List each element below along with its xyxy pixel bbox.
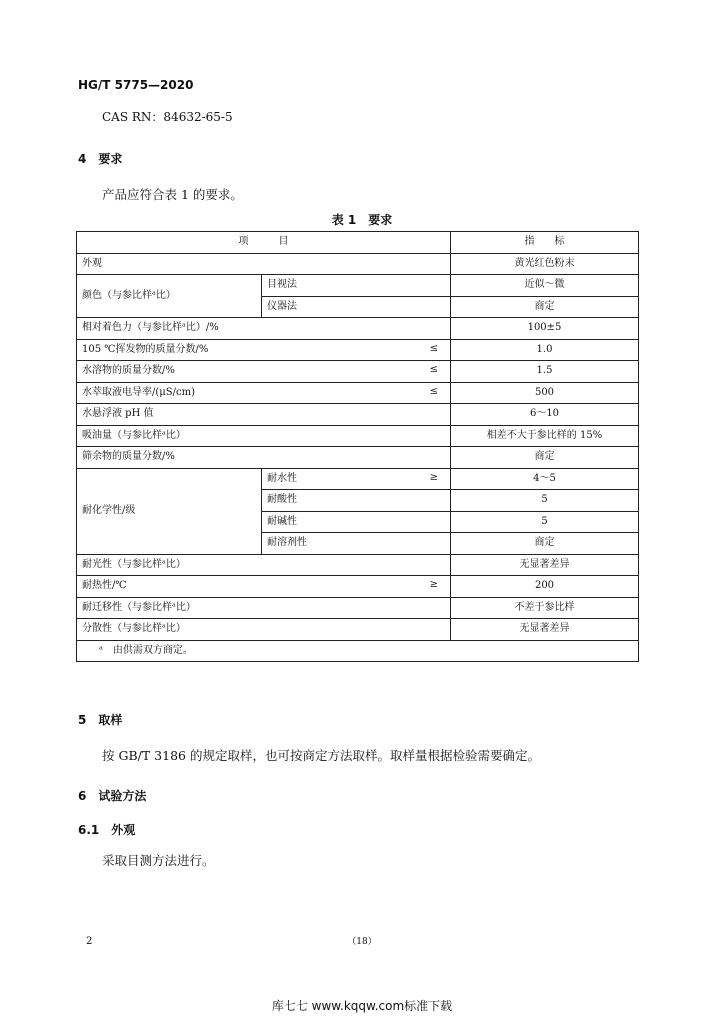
section-6-1-title: 6.1 外观 [78,823,136,837]
row-label: 耐化学性/级 [77,468,262,554]
table-row [77,361,639,383]
row-value: 1.0 [451,339,639,361]
row-label [77,382,451,404]
row-label: 筛余物的质量分数/% [77,447,451,469]
table-row [77,404,639,426]
row-label: 耐迁移性（与参比样ᵃ比） [77,597,451,619]
table-row [77,576,639,598]
row-sublabel: 目视法 [262,275,451,297]
row-value: 4～5 [451,468,639,490]
row-sublabel [262,468,451,490]
row-value: 不差于参比样 [451,597,639,619]
operator-symbol: ≤ [429,385,438,397]
operator-symbol: ≤ [429,342,438,354]
row-label: 相对着色力（与参比样ᵃ比）/% [77,318,451,340]
table-row [77,597,639,619]
row-value: 5 [451,511,639,533]
row-label: 分散性（与参比样ᵃ比） [77,619,451,641]
section-4-title: 4 要求 [78,152,123,166]
section-5-text: 按 GB/T 3186 的规定取样，也可按商定方法取样。取样量根据检验需要确定。 [102,748,540,763]
row-value: 6～10 [451,404,639,426]
table-row [77,275,639,297]
row-label [77,339,451,361]
row-label: 外观 [77,253,451,275]
table-row [77,253,639,275]
row-label-text: 105 ℃挥发物的质量分数/% [82,343,209,355]
cas-number: CAS RN：84632-65-5 [102,110,233,124]
row-value: 近似～微 [451,275,639,297]
row-label-text: 水萃取液电导率/(μS/cm) [82,386,195,398]
row-value: 5 [451,490,639,512]
row-label [77,361,451,383]
section-5-title: 5 取样 [78,713,123,727]
row-label [77,576,451,598]
row-value: 黄光红色粉末 [451,253,639,275]
row-value: 商定 [451,296,639,318]
table-caption: 表 1 要求 [331,213,393,227]
requirements-table [76,231,639,662]
operator-symbol: ≥ [429,471,438,483]
header-index: 指 标 [451,232,639,254]
row-sublabel-text: 耐水性 [267,472,297,484]
table-row [77,339,639,361]
table-footnote-row [77,640,639,662]
table-row [77,468,639,490]
table-row [77,447,639,469]
operator-symbol: ≥ [429,579,438,590]
row-label: 颜色（与参比样ᵃ比） [77,275,262,318]
row-label: 水悬浮液 pH 值 [77,404,451,426]
row-value: 200 [451,576,639,598]
row-label: 吸油量（与参比样ᵃ比） [77,425,451,447]
section-6-1-text: 采取目测方法进行。 [102,853,215,868]
table-row [77,382,639,404]
row-label: 耐光性（与参比样ᵃ比） [77,554,451,576]
row-value: 500 [451,382,639,404]
page-number: 2 [86,936,93,947]
row-sublabel: 耐溶剂性 [262,533,451,555]
operator-symbol: ≤ [429,364,438,375]
sheet-mark: （18） [347,937,377,947]
section-4-text: 产品应符合表 1 的要求。 [102,187,243,202]
section-6-title: 6 试验方法 [78,789,147,803]
standard-number: HG/T 5775—2020 [78,78,194,92]
row-sublabel: 仪器法 [262,296,451,318]
row-label-text: 耐热性/℃ [82,580,127,592]
table-row [77,425,639,447]
row-label-text: 水溶物的质量分数/% [82,365,175,377]
row-value: 相差不大于参比样的 15% [451,425,639,447]
table-footnote: ᵃ 由供需双方商定。 [77,640,639,662]
row-value: 商定 [451,533,639,555]
table-header-row [77,232,639,254]
row-value: 100±5 [451,318,639,340]
table-row [77,318,639,340]
row-value: 商定 [451,447,639,469]
table-row [77,554,639,576]
download-watermark: 库七七 www.kqqw.com标准下载 [271,999,453,1013]
row-sublabel: 耐酸性 [262,490,451,512]
header-item: 项 目 [77,232,451,254]
row-value: 无显著差异 [451,619,639,641]
row-sublabel: 耐碱性 [262,511,451,533]
row-value: 1.5 [451,361,639,383]
row-value: 无显著差异 [451,554,639,576]
table-row [77,619,639,641]
